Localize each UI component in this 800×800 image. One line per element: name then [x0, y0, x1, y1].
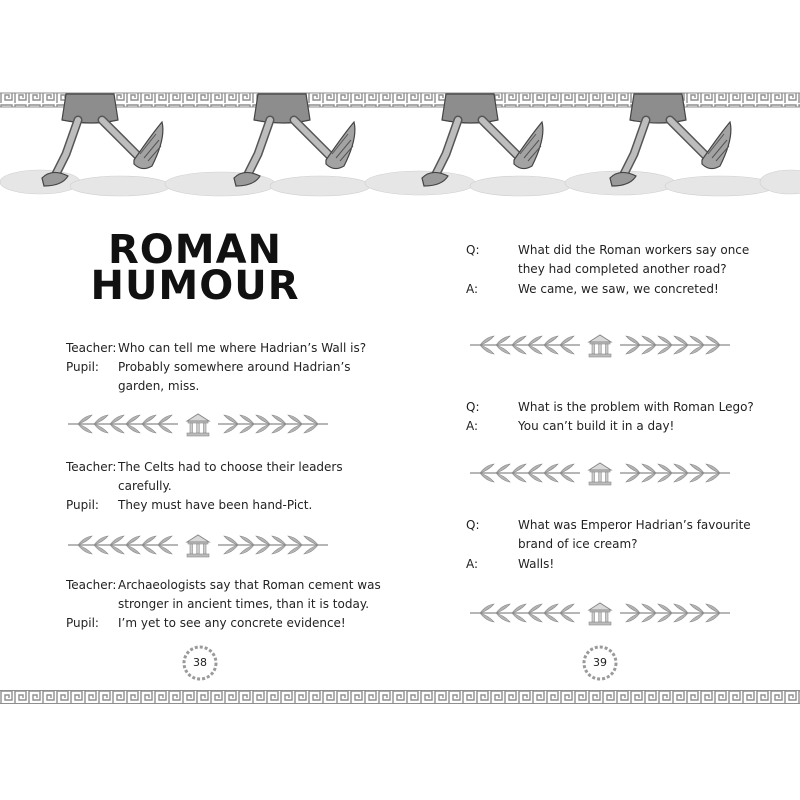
- joke-line: What is the problem with Roman Lego?: [518, 400, 754, 414]
- answer-label: A:: [466, 419, 479, 433]
- speaker-label: Pupil:: [66, 498, 99, 512]
- joke-line: Probably somewhere around Hadrian’s: [118, 360, 351, 374]
- joke-line: Walls!: [518, 557, 555, 571]
- joke-line: They must have been hand-Pict.: [118, 498, 313, 512]
- legionary-legs-2: [234, 94, 355, 186]
- joke-line: garden, miss.: [118, 379, 200, 393]
- legionary-legs-1: [42, 94, 163, 186]
- speaker-label: Pupil:: [66, 616, 99, 630]
- laurel-temple-divider-icon: [470, 460, 730, 486]
- page-number-text: 38: [193, 656, 207, 669]
- joke-line: We came, we saw, we concreted!: [518, 282, 719, 296]
- joke-line: I’m yet to see any concrete evidence!: [118, 616, 346, 630]
- joke-line: The Celts had to choose their leaders: [118, 460, 343, 474]
- laurel-temple-divider-icon: [68, 411, 328, 437]
- joke-line: stronger in ancient times, than it is today.: [118, 597, 370, 611]
- speaker-label: Pupil:: [66, 360, 99, 374]
- question-label: Q:: [466, 400, 480, 414]
- joke-line: carefully.: [118, 479, 172, 493]
- speaker-label: Teacher:: [66, 578, 117, 592]
- joke-line: What did the Roman workers say once: [518, 243, 750, 257]
- joke-line: they had completed another road?: [518, 262, 727, 276]
- question-label: Q:: [466, 243, 480, 257]
- answer-label: A:: [466, 282, 479, 296]
- speaker-label: Teacher:: [66, 460, 117, 474]
- greek-key-border-bottom: [0, 690, 800, 704]
- page-number-right: [581, 644, 619, 682]
- laurel-temple-divider-icon: [68, 532, 328, 558]
- page-number-text: 39: [593, 656, 607, 669]
- joke-line: Archaeologists say that Roman cement was: [118, 578, 381, 592]
- joke-line: brand of ice cream?: [518, 537, 638, 551]
- legionary-legs-3: [422, 94, 543, 186]
- page-title-line1: ROMAN: [107, 227, 283, 273]
- page-number-left: [181, 644, 219, 682]
- legionary-legs-4: [610, 94, 731, 186]
- joke-line: You can’t build it in a day!: [518, 419, 675, 433]
- page-title-line2: HUMOUR: [90, 263, 300, 309]
- speaker-label: Teacher:: [66, 341, 117, 355]
- laurel-temple-divider-icon: [470, 600, 730, 626]
- answer-label: A:: [466, 557, 479, 571]
- joke-line: What was Emperor Hadrian’s favourite: [518, 518, 751, 532]
- laurel-temple-divider-icon: [470, 332, 730, 358]
- marching-legionaries-illustration: [0, 90, 800, 202]
- joke-line: Who can tell me where Hadrian’s Wall is?: [118, 341, 367, 355]
- question-label: Q:: [466, 518, 480, 532]
